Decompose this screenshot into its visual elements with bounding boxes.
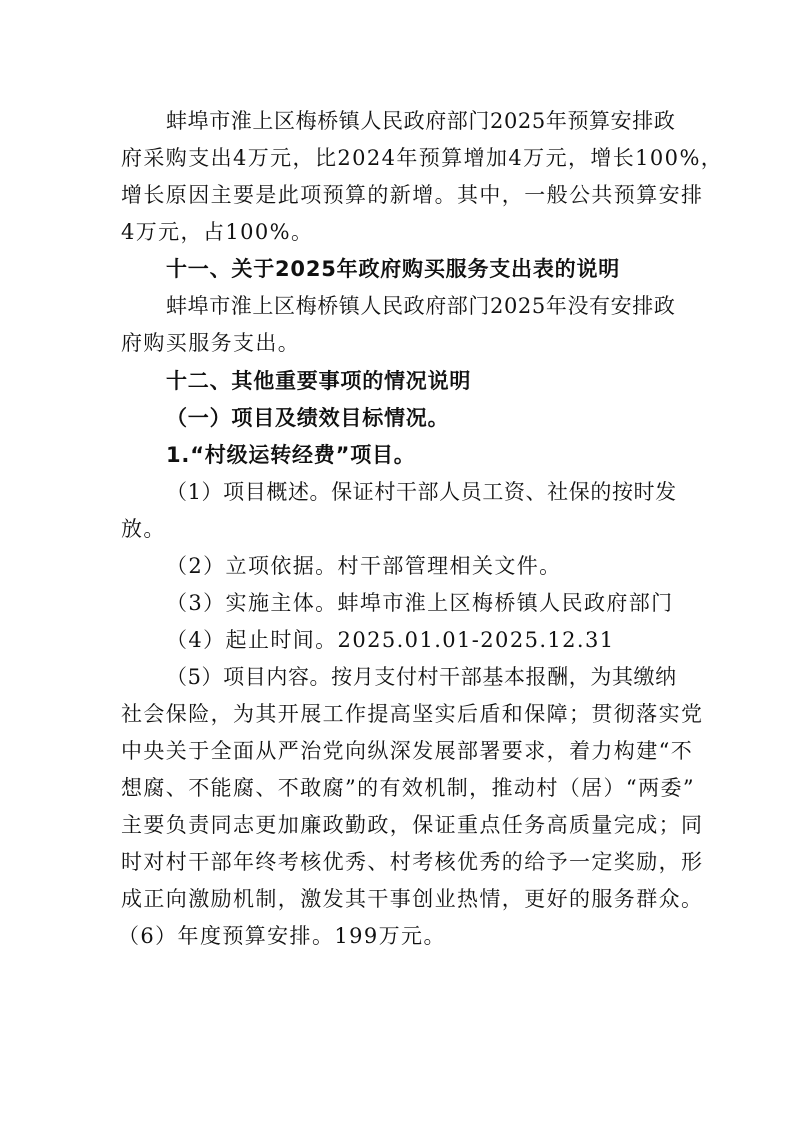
paragraph-line: （3）实施主体。蚌埠市淮上区梅桥镇人民政府部门 [166, 591, 674, 615]
subsection-heading: （一）项目及绩效目标情况。 [166, 406, 450, 430]
section-heading-12: 十二、其他重要事项的情况说明 [166, 369, 472, 393]
paragraph-line: （2）立项依据。村干部管理相关文件。 [166, 554, 562, 578]
paragraph-line: （5）项目内容。按月支付村干部基本报酬，为其缴纳 [166, 665, 677, 689]
paragraph-line: 时对村干部年终考核优秀、村考核优秀的给予一定奖励，形 [121, 850, 704, 874]
paragraph-line: 想腐、不能腐、不敢腐”的有效机制，推动村（居）“两委” [121, 776, 696, 800]
paragraph-line: 蚌埠市淮上区梅桥镇人民政府部门2025年预算安排政 [166, 109, 676, 133]
paragraph-line: 中央关于全面从严治党向纵深发展部署要求，着力构建“不 [121, 739, 694, 763]
paragraph-line: 成正向激励机制，激发其干事创业热情，更好的服务群众。 [121, 887, 704, 911]
section-heading-11: 十一、关于2025年政府购买服务支出表的说明 [166, 257, 621, 281]
paragraph-line: （6）年度预算安排。199万元。 [118, 924, 446, 948]
paragraph-line: （4）起止时间。2025.01.01-2025.12.31 [166, 628, 615, 652]
paragraph-line: （1）项目概述。保证村干部人员工资、社保的按时发 [166, 480, 677, 504]
paragraph-line: 社会保险，为其开展工作提高坚实后盾和保障；贯彻落实党 [121, 702, 704, 726]
paragraph-line: 府采购支出4万元，比2024年预算增加4万元，增长100%， [121, 146, 724, 170]
paragraph-line: 府购买服务支出。 [121, 331, 301, 355]
paragraph-line: 放。 [121, 517, 166, 541]
paragraph-line: 主要负责同志更加廉政勤政，保证重点任务高质量完成；同 [121, 813, 704, 837]
project-heading: 1.“村级运转经费”项目。 [166, 443, 416, 467]
paragraph-line: 4万元，占100%。 [121, 220, 314, 244]
paragraph-line: 蚌埠市淮上区梅桥镇人民政府部门2025年没有安排政 [166, 294, 676, 318]
paragraph-line: 增长原因主要是此项预算的新增。其中，一般公共预算安排 [121, 183, 704, 207]
